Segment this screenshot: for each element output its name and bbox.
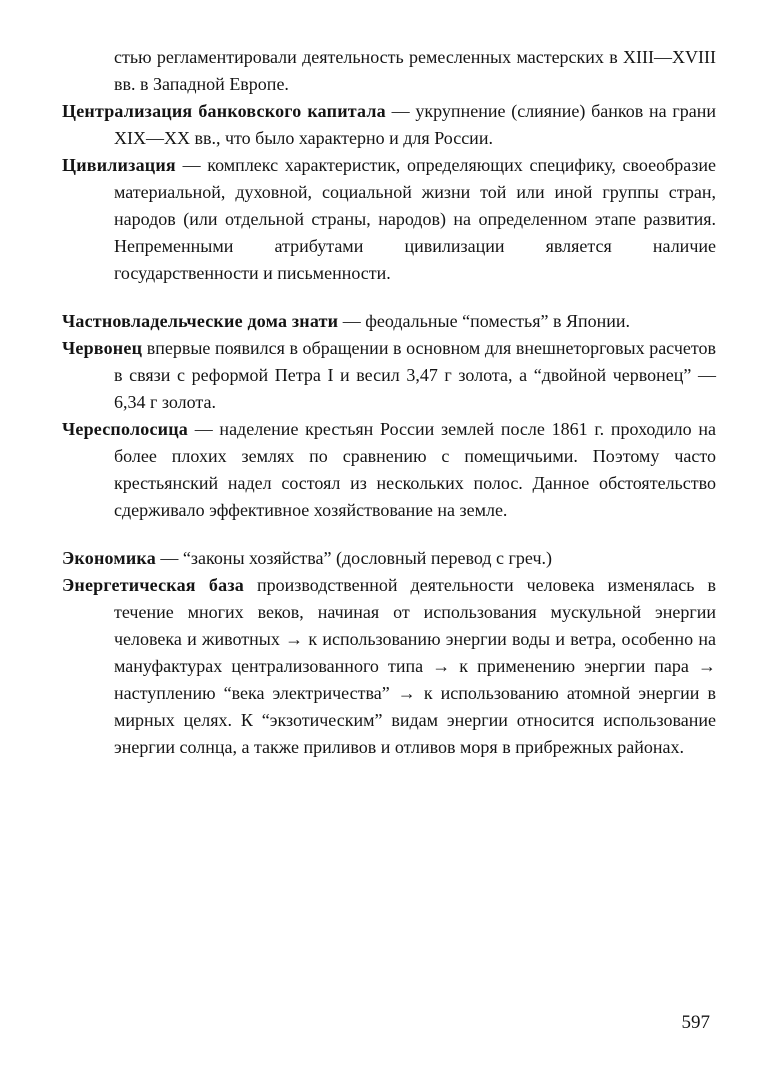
glossary-entry: [62, 416, 716, 524]
entry-body: — “законы хозяйства” (дословный перевод с греч.): [155, 548, 553, 568]
entry-term: Централизация банковского капитала: [62, 101, 386, 121]
entry-continuation: стью регламентировали деятельность ремесленных мастерских в XIII—XVIII вв. в Западной Европе.: [114, 47, 716, 94]
glossary-text-block: [62, 44, 716, 761]
glossary-entry: [62, 152, 716, 287]
glossary-entry: [62, 335, 716, 416]
entry-term: Энергетическая база: [62, 575, 244, 595]
glossary-entry: [62, 572, 716, 761]
entry-body: — комплекс характеристик, определяющих специфику, своеобразие материальной, духовной, социальной жизни той или иной группы стран, народов (или отдельной страны, народов) на определенном этапе развития. Непременными атрибутами цивилизации является наличие государственности и письменности.: [114, 155, 716, 283]
entry-term: Цивилизация: [62, 155, 176, 175]
entry-term: Частновладельческие дома знати: [62, 311, 339, 331]
glossary-entry: [62, 545, 716, 572]
entry-body: — наделение крестьян России землей после 1861 г. проходило на более плохих землях по сравнению с помещичьими. Поэтому часто крестьянский надел состоял из нескольких полос. Данное обстоятельство сдерживало эффективное хозяйствование на земле.: [114, 419, 716, 520]
glossary-entry: [62, 98, 716, 152]
entry-term: Чересполосица: [62, 419, 188, 439]
page-number: 597: [681, 1012, 710, 1033]
entry-term: Червонец: [62, 338, 143, 358]
entry-body: производственной деятельности человека изменялась в течение многих веков, начиная от использования мускульной энергии человека и животных → к использованию энергии воды и ветра, особенно на мануфактурах централизованного типа → к применению энергии пара → наступлению “века электричества” → к использованию атомной энергии в мирных целях. К “экзотическим” видам энергии относится использование энергии солнца, а также приливов и отливов моря в прибрежных районах.: [114, 575, 716, 757]
entry-term: Экономика: [62, 548, 156, 568]
entry-body: — укрупнение (слияние) банков на грани XIX—XX вв., что было характерно и для России.: [114, 101, 717, 148]
entry-body: — феодальные “поместья” в Японии.: [338, 311, 631, 331]
glossary-entry: [62, 308, 716, 335]
entry-body: впервые появился в обращении в основном для внешнеторговых расчетов в связи с реформой Петра I и весил 3,47 г золота, а “двойной червонец” — 6,34 г золота.: [114, 338, 716, 412]
